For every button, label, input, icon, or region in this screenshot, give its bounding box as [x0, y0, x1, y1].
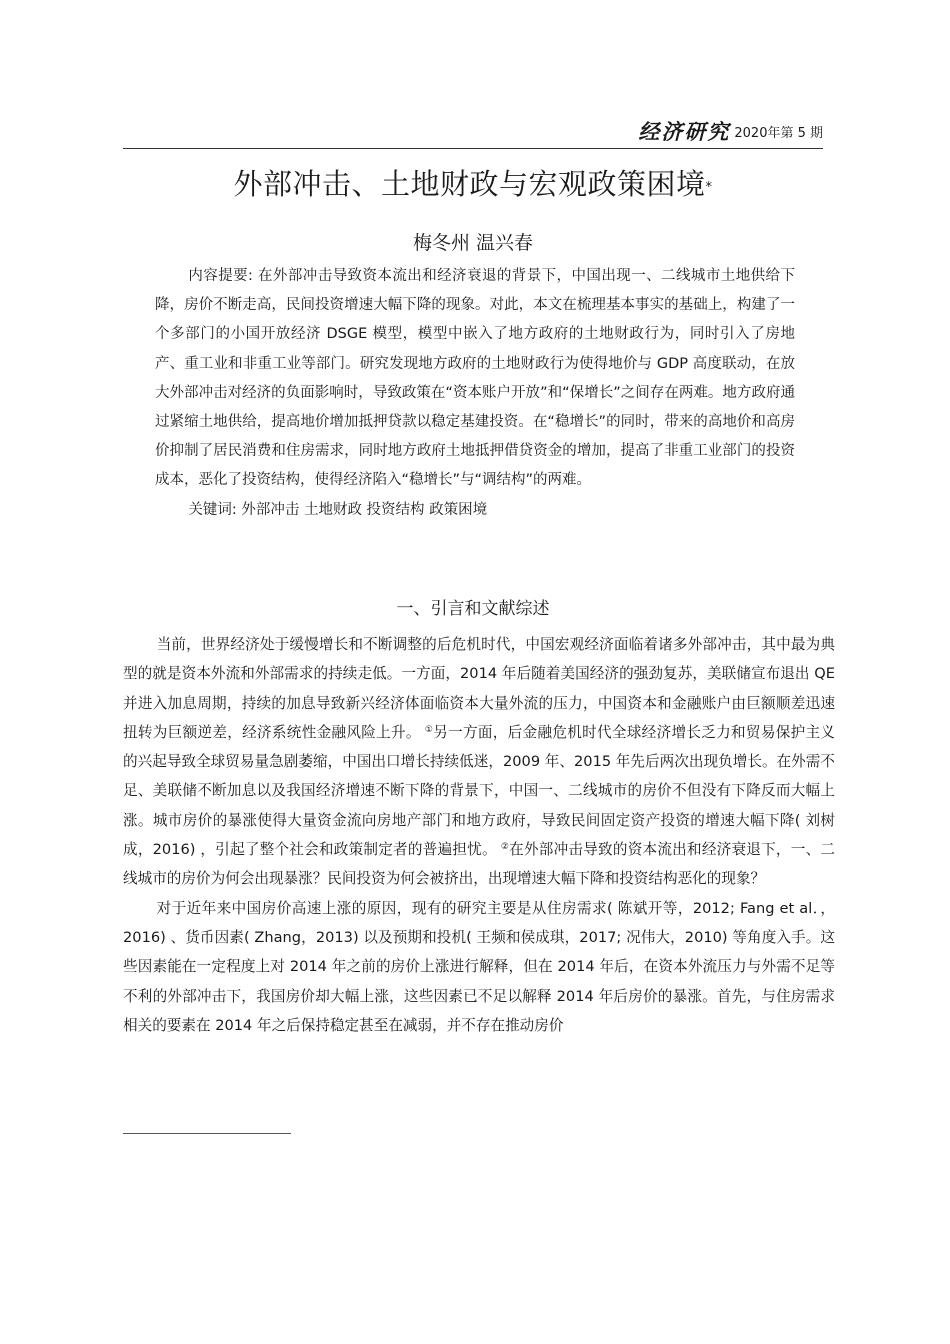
- body-text: [123, 630, 835, 1040]
- paper-title-text: 外部冲击、土地财政与宏观政策困境: [233, 167, 706, 201]
- keywords: 关键词: 外部冲击 土地财政 投资结构 政策困境: [188, 501, 488, 518]
- paragraph-1: [123, 630, 835, 894]
- running-header: [123, 116, 823, 149]
- journal-name: 经济研究: [638, 119, 731, 144]
- paragraph-1-part-c: 在外部冲击导致的资本流出和经济衰退下，一、二线城市的房价为何会出现暴涨？民间投资为何会被挤出，出现增速大幅下降和投资结构恶化的现象？: [123, 841, 835, 888]
- paragraph-2: 对于近年来中国房价高速上涨的原因，现有的研究主要是从住房需求( 陈斌开等，2012; Fang et al．，2016) 、货币因素( Zhang，2013) 以及预期和投机( 王频和侯成琪，2017; 况伟大，2010) 等角度入手。这些因素能在一定程度上对 2014 年之前的房价上涨进行解释，但在 2014 年后，在资本外流压力与外需不足等不利的外部冲击下，我国房价却大幅上涨，这些因素已不足以解释 2014 年后房价的暴涨。首先，与住房需求相关的要素在 2014 年之后保持稳定甚至在减弱，并不存在推动房价: [123, 899, 835, 1034]
- abstract: [155, 262, 795, 525]
- title-footnote-marker: *: [705, 180, 713, 195]
- footnote-ref-2[interactable]: ②: [500, 842, 510, 853]
- footnote-ref-1[interactable]: ①: [424, 724, 434, 735]
- paper-title: [123, 162, 823, 206]
- paragraph-1-part-a: 当前，世界经济处于缓慢增长和不断调整的后危机时代，中国宏观经济面临着诸多外部冲击，其中最为典型的就是资本外流和外部需求的持续走低。一方面，2014 年后随着美国经济的强劲复苏，美联储宣布退出 QE 并进入加息周期，持续的加息导致新兴经济体面临资本大量外流的压力，中国资本和金融账户由巨额顺差迅速扭转为巨额逆差，经济系统性金融风险上升。: [123, 636, 835, 741]
- section-heading: 一、引言和文献综述: [396, 599, 550, 619]
- authors: 梅冬州 温兴春: [412, 232, 534, 254]
- issue-number: 2020年第 5 期: [734, 126, 823, 141]
- footnote-divider: [123, 1133, 291, 1134]
- paragraph-1-part-b: 另一方面，后金融危机时代全球经济增长乏力和贸易保护主义的兴起导致全球贸易量急剧萎缩，中国出口增长持续低迷，2009 年、2015 年先后两次出现负增长。在外需不足、美联储不断加息以及我国经济增速不断下降的背景下，中国一、二线城市的房价不但没有下降反而大幅上涨。城市房价的暴涨使得大量资金流向房地产部门和地方政府，导致民间固定资产投资的增速大幅下降( 刘树成，2016) ，引起了整个社会和政策制定者的普遍担忧。: [123, 723, 835, 859]
- abstract-text: 内容提要: 在外部冲击导致资本流出和经济衰退的背景下，中国出现一、二线城市土地供给下降，房价不断走高，民间投资增速大幅下降的现象。对此，本文在梳理基本事实的基础上，构建了一个多部门的小国开放经济 DSGE 模型，模型中嵌入了地方政府的土地财政行为，同时引入了房地产、重工业和非重工业等部门。研究发现地方政府的土地财政行为使得地价与 GDP 高度联动，在放大外部冲击对经济的负面影响时，导致政策在“资本账户开放”和“保增长”之间存在两难。地方政府通过紧缩土地供给，提高地价增加抵押贷款以稳定基建投资。在“稳增长”的同时，带来的高地价和高房价抑制了居民消费和住房需求，同时地方政府土地抵押借贷资金的增加，提高了非重工业部门的投资成本，恶化了投资结构，使得经济陷入“稳增长”与“调结构”的两难。: [155, 268, 795, 489]
